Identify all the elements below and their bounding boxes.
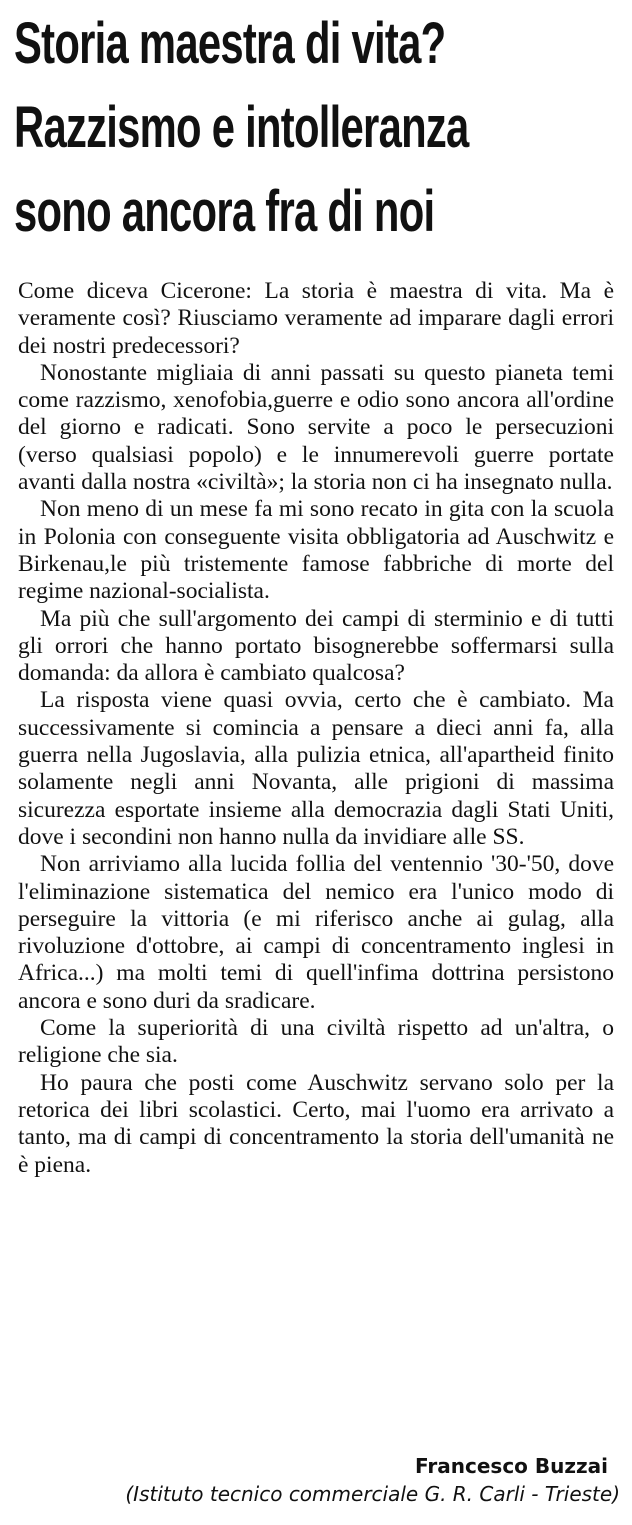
author-affiliation: (Istituto tecnico commerciale G. R. Carli - Trieste) <box>125 1482 620 1506</box>
paragraph-3: Non meno di un mese fa mi sono recato in gita con la scuola in Polonia con conseguente visita obbligatoria ad Auschwitz e Birkenau,le più tristemente famose fabbriche di morte del regime nazional-socialista. <box>18 496 614 605</box>
paragraph-1: Come diceva Cicerone: La storia è maestra di vita. Ma è veramente così? Riusciamo veramente ad imparare dagli errori dei nostri predecessori? <box>18 278 614 359</box>
paragraph-8: Ho paura che posti come Auschwitz servano solo per la retorica dei libri scolastici. Certo, mai l'uomo era arrivato a tanto, ma di campi di concentramento la storia dell'umanità ne è piena. <box>18 1069 614 1178</box>
article-body <box>18 278 614 1179</box>
paragraph-2: Nonostante migliaia di anni passati su questo pianeta temi come razzismo, xenofobia,guerre e odio sono ancora all'ordine del giorno e radicati. Sono servite a poco le persecuzioni (verso qualsiasi popolo) e le innumerevoli guerre portate avanti dalla nostra «civiltà»; la storia non ci ha insegnato nulla. <box>18 359 614 496</box>
headline-line-3: sono ancora fra di noi <box>14 179 435 244</box>
author-name: Francesco Buzzai <box>415 1454 608 1478</box>
headline-line-2: Razzismo e intolleranza <box>14 95 469 160</box>
paragraph-6: Non arriviamo alla lucida follia del ventennio '30-'50, dove l'eliminazione sistematica del nemico era l'unico modo di perseguire la vittoria (e mi riferisco anche ai gulag, alla rivoluzione d'ottobre, ai campi di concentramento inglesi in Africa...) ma molti temi di quell'infima dottrina persistono ancora e sono duri da sradicare. <box>18 851 614 1014</box>
signature <box>125 1452 620 1508</box>
paragraph-4: Ma più che sull'argomento dei campi di sterminio e di tutti gli orrori che hanno portato bisognerebbe soffermarsi sulla domanda: da allora è cambiato qualcosa? <box>18 605 614 687</box>
headline <box>14 2 626 254</box>
paragraph-7: Come la superiorità di una civiltà rispetto ad un'altra, o religione che sia. <box>18 1015 614 1069</box>
headline-line-1: Storia maestra di vita? <box>14 11 446 76</box>
paragraph-5: La risposta viene quasi ovvia, certo che è cambiato. Ma successivamente si comincia a pensare a dieci anni fa, alla guerra nella Jugoslavia, alla pulizia etnica, all'apartheid finito solamente negli anni Novanta, alle prigioni di massima sicurezza esportate insieme alla democrazia dagli Stati Uniti, dove i secondini non hanno nulla da invidiare alle SS. <box>18 687 614 850</box>
